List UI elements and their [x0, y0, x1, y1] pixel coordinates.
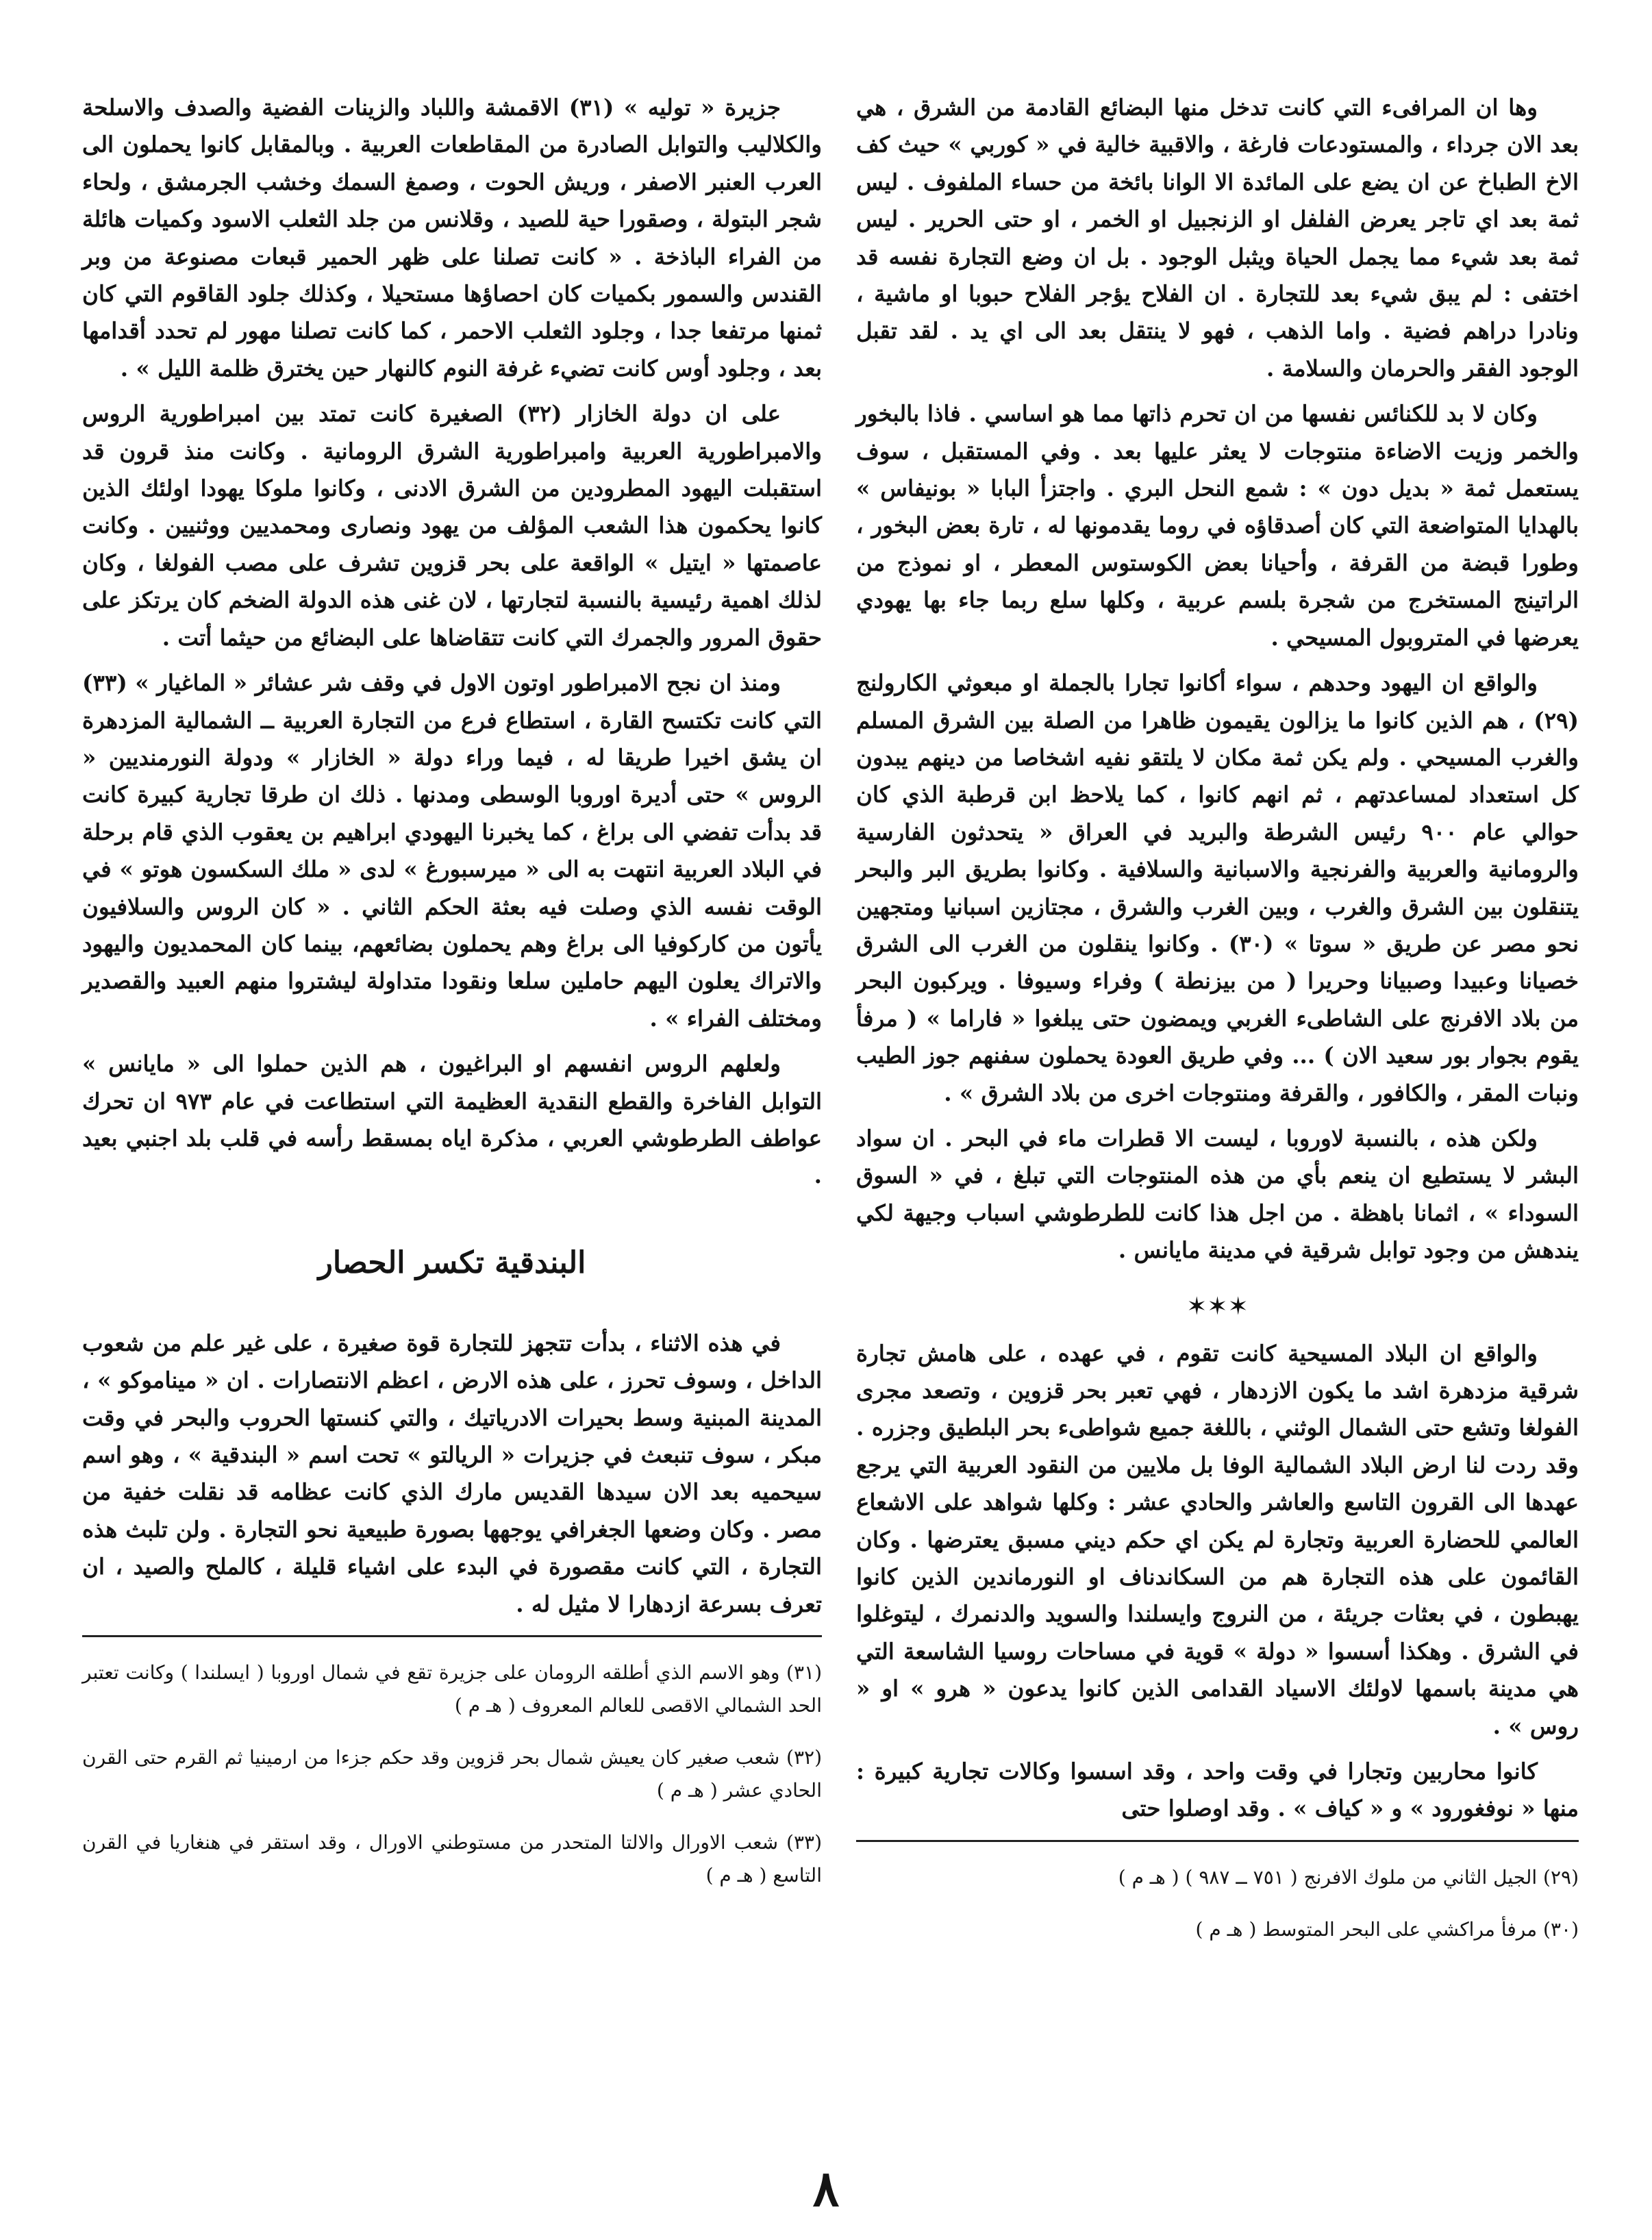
- paragraph: وها ان المرافىء التي كانت تدخل منها البضائع القادمة من الشرق ، هي بعد الان جرداء ، والمستودعات فارغة ، والاقبية خالية في « كوربي » حيث كف الاخ الطباخ عن ان يضع على المائدة الا الوانا بائخة من حساء الملفوف . ليس ثمة بعد اي تاجر يعرض الفلفل او الزنجبيل او الخمر ، او حتى الحرير . ليس ثمة بعد شيء مما يجمل الحياة ويثبل الوجود . بل ان وضع التجارة نفسه قد اختفى : لم يبق شيء بعد للتجارة . ان الفلاح يؤجر الفلاح حبوبا او ماشية ، ونادرا دراهم فضية . واما الذهب ، فهو لا ينتقل بعد الى اي يد . لقد تقبل الوجود الفقر والحرمان والسلامة .: [856, 94, 1579, 382]
- paragraph: ومنذ ان نجح الامبراطور اوتون الاول في وقف شر عشائر « الماغيار » (٣٣) التي كانت تكتسح القارة ، استطاع فرع من التجارة العربية ــ الشمالية المزدهرة ان يشق اخيرا طريقا له ، فيما وراء دولة « الخازار » ودولة النورمنديين « الروس » حتى أديرة اوروبا الوسطى ومدنها . ذلك ان طرقا تجارية كبيرة كانت قد بدأت تفضي الى براغ ، كما يخبرنا اليهودي ابراهيم بن يعقوب الذي قام برحلة في البلاد العربية انتهت به الى « ميرسبورغ » لدى « ملك السكسون هوتو » في الوقت نفسه الذي وصلت فيه بعثة الحكم الثاني . « كان الروس والسلافيون يأتون من كاركوفيا الى براغ وهم يحملون بضائعهم، بينما كان المحمديون واليهود والاتراك يعلون اليهم حاملين سلعا ونقودا متداولة ليشتروا منهم العبيد والقصدير ومختلف الفراء » .: [82, 669, 822, 1032]
- right-column: [856, 89, 1579, 1965]
- paragraph: وكان لا بد للكنائس نفسها من ان تحرم ذاتها مما هو اساسي . فاذا بالبخور والخمر وزيت الاضاءة منتوجات لا يعثر عليها بعد . وفي المستقبل ، سوف يستعمل ثمة « بديل دون » : شمع النحل البري . واجتزأ البابا « بونيفاس » بالهدايا المتواضعة التي كان أصدقاؤه في روما يقدمونها له ، تارة بعض البخور ، وطورا قبضة من القرفة ، وأحيانا بعض الكوستوس المعطر ، او نموذج من الراتينج المستخرج من شجرة بلسم عربية ، وكلها سلع ربما جاء بها يهودي يعرضها في المتروبول المسيحي .: [856, 400, 1579, 651]
- footnote-divider: [82, 1635, 822, 1637]
- footnote-divider: [856, 1840, 1579, 1842]
- paragraph: كانوا محاربين وتجارا في وقت واحد ، وقد اسسوا وكالات تجارية كبيرة : منها « نوفغورود » و « كياف » . وقد اوصلوا حتى: [856, 1758, 1579, 1822]
- footnote: (٣٣) شعب الاورال والالتا المتحدر من مستوطني الاورال ، وقد استقر في هنغاريا في القرن التاسع ( هـ م ): [82, 1831, 822, 1887]
- paragraph: ولعلهم الروس انفسهم او البراغيون ، هم الذين حملوا الى « مايانس » التوابل الفاخرة والقطع النقدية العظيمة التي استطاعت في عام ٩٧٣ ان تحرك عواطف الطرطوشي العربي ، مذكرة اياه بمسقط رأسه في قلب بلد اجنبي بعيد .: [82, 1050, 822, 1189]
- section-heading: البندقية تكسر الحصار: [318, 1245, 586, 1280]
- paragraph: والواقع ان البلاد المسيحية كانت تقوم ، في عهده ، على هامش تجارة شرقية مزدهرة اشد ما يكون الازدهار ، فهي تعبر بحر قزوين ، وتصعد مجرى الفولغا وتشع حتى الشمال الوثني ، باللغة جميع شواطىء بحر البلطيق وجزره . وقد ردت لنا ارض البلاد الشمالية الوفا بل ملايين من النقود العربية التي يرجع عهدها الى القرون التاسع والعاشر والحادي عشر : وكلها شواهد على الاشعاع العالمي للحضارة العربية وتجارة لم يكن اي حكم ديني مسبق يعترضها . وكان القائمون على هذه التجارة هم من السكاندناف او النورماندين الذين كانوا يهبطون ، في بعثات جريئة ، من النروج وايسلندا والسويد والدنمرك ، ليتوغلوا في الشرق . وهكذا أسسوا « دولة » قوية في مساحات روسيا الشاسعة التي هي مدينة باسمها لاولئك الاسياد القدامى الذين كانوا يدعون « هرو » او « روس » .: [856, 1339, 1579, 1739]
- footnote: (٣٠) مرفأ مراكشي على البحر المتوسط ( هـ م ): [1195, 1917, 1579, 1941]
- paragraph: على ان دولة الخازار (٣٢) الصغيرة كانت تمتد بين امبراطورية الروس والامبراطورية العربية وامبراطورية الشرق الرومانية . وكانت منذ قرون قد استقبلت اليهود المطرودين من الشرق الادنى ، وكانوا ملوكا يهودا اولئك الذين كانوا يحكمون هذا الشعب المؤلف من يهود ونصارى ومحمديين ووثنيين . وكانت عاصمتها « ايتيل » الواقعة على بحر قزوين تشرف على مصب الفولغا ، وكان لذلك اهمية رئيسية بالنسبة لتجارتها ، لان غنى هذه الدولة الضخم كان يرتكز على حقوق المرور والجمرك التي كانت تتقاضاها على البضائع من حيثما أتت .: [82, 400, 822, 651]
- footnote: (٣٢) شعب صغير كان يعيش شمال بحر قزوين وقد حكم جزءا من ارمينيا ثم القرم حتى القرن الحادي عشر ( هـ م ): [82, 1746, 822, 1802]
- paragraph: جزيرة « توليه » (٣١) الاقمشة واللباد والزينات الفضية والصدف والاسلحة والكلاليب والتوابل الصادرة من المقاطعات العربية . وبالمقابل كانوا يحملون الى العرب العنبر الاصفر ، وريش الحوت ، وصمغ السمك وخشب الجرمشق ، ولحاء شجر البتولة ، وصقورا حية للصيد ، وقلانس من جلد الثعلب الاسود وكميات هائلة من الفراء الباذخة . « كانت تصلنا على ظهر الحمير قبعات مصنوعة من وبر القندس والسمور بكميات كان احصاؤها مستحيلا ، وكذلك جلود القاقوم التي كان ثمنها مرتفعا جدا ، وجلود الثعلب الاحمر ، كما كانت تصلنا مهور لم تحدد أقدامها بعد ، وجلود أوس كانت تضيء غرفة النوم كالنهار حين يخترق ظلمة الليل » .: [82, 94, 822, 382]
- paragraph: ولكن هذه ، بالنسبة لاوروبا ، ليست الا قطرات ماء في البحر . ان سواد البشر لا يستطيع ان ينعم بأي من هذه المنتوجات التي تبلغ ، في « السوق السوداء » ، اثمانا باهظة . من اجل هذا كانت للطرطوشي اسباب وجيهة لكي يندهش من وجود توابل شرقية في مدينة مايانس .: [856, 1124, 1579, 1264]
- paragraph: في هذه الاثناء ، بدأت تتجهز للتجارة قوة صغيرة ، على غير علم من شعوب الداخل ، وسوف تحرز ، على هذه الارض ، اعظم الانتصارات . ان « ميناموكو » ، المدينة المبنية وسط بحيرات الادرياتيك ، والتي كنستها الحروب والبحر في وقت مبكر ، سوف تنبعث في جزيرات « الريالتو » تحت اسم « البندقية » ، وهو اسم سيحميه بعد الان سيدها القديس مارك الذي كانت عظامه قد نقلت خفية من مصر . وكان وضعها الجغرافي يوجهها بصورة طبيعية نحو التجارة . ولن تلبث هذه التجارة ، التي كانت مقصورة في البدء على اشياء قليلة ، كالملح والصيد ، ان تعرف بسرعة ازدهارا لا مثيل له .: [82, 1329, 822, 1617]
- left-column: [82, 89, 822, 1911]
- footnote: (٣١) وهو الاسم الذي أطلقه الرومان على جزيرة تقع في شمال اوروبا ( ايسلندا ) وكانت تعتبر الحد الشمالي الاقصى للعالم المعروف ( هـ م ): [82, 1661, 822, 1717]
- page-number: ٨: [812, 2159, 840, 2217]
- section-separator-stars: ✶✶✶: [1186, 1292, 1249, 1321]
- paragraph: والواقع ان اليهود وحدهم ، سواء أكانوا تجارا بالجملة او مبعوثي الكارولنج (٢٩) ، هم الذين كانوا ما يزالون يقيمون ظاهرا من الصلة بين الشرق المسلم والغرب المسيحي . ولم يكن ثمة مكان لا يلتقو نفيه اشخاصا من دينهم يبدون كل استعداد لمساعدتهم ، ثم انهم كانوا ، كما يلاحظ ابن قرطبة الذي كان حوالي عام ٩٠٠ رئيس الشرطة والبريد في العراق « يتحدثون الفارسية والرومانية والعربية والفرنجية والاسبانية والسلافية . وكانوا بطريق البر والبحر يتنقلون بين الشرق والغرب ، وبين الغرب والشرق ، مجتازين اسبانيا ومتجهين نحو مصر عن طريق « سوتا » (٣٠) . وكانوا ينقلون من الغرب الى الشرق خصيانا وعبيدا وصبيانا وحريرا ( من بيزنطة ) وفراء وسيوفا . ويركبون البحر من بلاد الافرنج على الشاطىء الغربي ويمضون حتى يبلغوا « فاراما » ( مرفأ يقوم بجوار بور سعيد الان ) ... وفي طريق العودة يحملون سفنهم جوز الطيب ونبات المقر ، والكافور ، والقرفة ومنتوجات اخرى من بلاد الشرق » .: [856, 669, 1579, 1106]
- footnote: (٢٩) الجيل الثاني من ملوك الافرنج ( ٧٥١ ــ ٩٨٧ ) ( هـ م ): [1118, 1865, 1579, 1889]
